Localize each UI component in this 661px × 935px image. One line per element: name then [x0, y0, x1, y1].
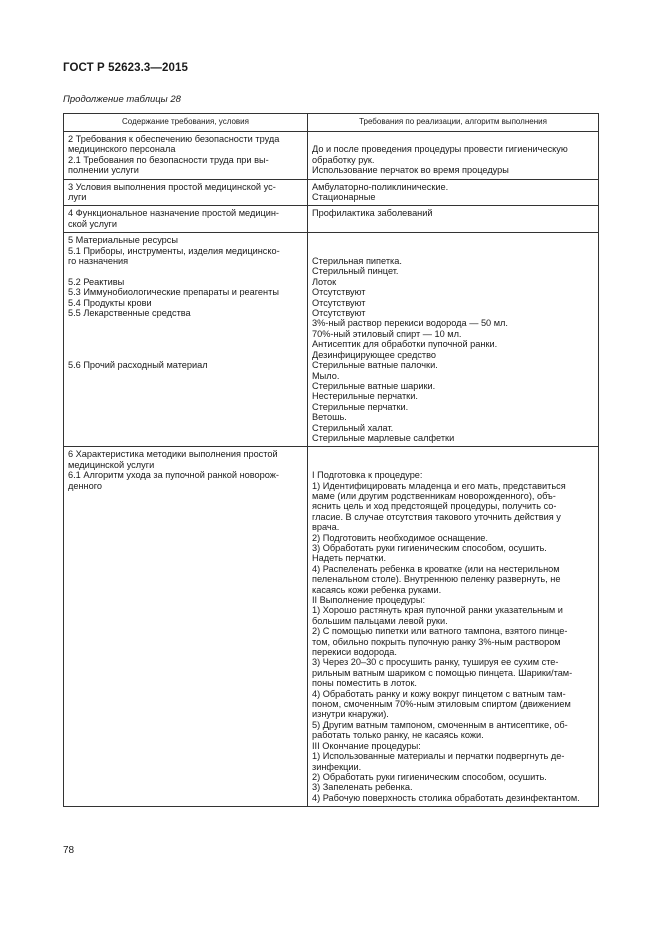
cell-line: Лоток — [312, 276, 337, 287]
cell-line: I Подготовка к процедуре: — [312, 470, 423, 481]
cell-line: 3 Условия выполнения простой медицинской ус- — [68, 181, 276, 192]
implementation-cell — [308, 179, 599, 206]
table-row — [64, 233, 599, 447]
cell-line: Отсутствуют — [312, 297, 366, 308]
cell-line: перекиси водорода. — [312, 647, 397, 658]
implementation-cell — [308, 132, 599, 180]
cell-line — [68, 266, 303, 276]
cell-line: 2 Требования к обеспечению безопасности труда — [68, 134, 280, 144]
cell-line: Надеть перчатки. — [312, 553, 387, 564]
cell-line: Стерильный халат. — [312, 422, 394, 433]
cell-line: Ветошь. — [312, 412, 347, 423]
cell-line: 4) Распеленать ребенка в кроватке (или на нестерильном — [312, 563, 560, 574]
cell-line: Использование перчаток во время процедуры — [312, 165, 509, 176]
cell-line: До и после проведения процедуры провести гигиеническую — [312, 144, 568, 155]
cell-line: 5) Другим ватным тампоном, смоченным в антисептике, об- — [312, 719, 568, 730]
table-header-row — [64, 114, 599, 132]
cell-line: Стерильные перчатки. — [312, 401, 409, 412]
cell-line: маме (или другим родственникам новорожденного), объ- — [312, 490, 556, 501]
requirement-cell — [64, 132, 308, 180]
cell-line: медицинской услуги — [68, 459, 155, 470]
cell-line: 6.1 Алгоритм ухода за пупочной ранкой новорож- — [68, 470, 279, 481]
cell-line: 5.2 Реактивы — [68, 276, 125, 287]
cell-line: 1) Хорошо растянуть края пупочной ранки указательным и — [312, 605, 563, 616]
cell-line: медицинского персонала — [68, 144, 176, 155]
cell-line: 1) Идентифицировать младенца и его мать, представиться — [312, 480, 566, 491]
table-row — [64, 179, 599, 206]
cell-line: Стерильные марлевые салфетки — [312, 432, 455, 443]
cell-line: 3%-ный раствор перекиси водорода — 50 мл. — [312, 318, 508, 329]
cell-line — [68, 318, 303, 328]
cell-line — [68, 350, 303, 360]
cell-line: поном, смоченным 70%-ным этиловым спиртом (движением — [312, 699, 571, 710]
cell-line: Стерильные ватные шарики. — [312, 380, 436, 391]
cell-line: большим пальцами левой руки. — [312, 615, 448, 626]
cell-line: II Выполнение процедуры: — [312, 595, 426, 605]
cell-line — [312, 449, 594, 459]
cell-line: 4 Функциональное назначение простой медицин- — [68, 208, 279, 219]
cell-line — [68, 329, 303, 339]
cell-line: 3) Обработать руки гигиеническим способом, осушить. — [312, 542, 547, 553]
table-row — [64, 132, 599, 180]
cell-line: 3) Запеленать ребенка. — [312, 782, 413, 793]
cell-line: 5.3 Иммунобиологические препараты и реагенты — [68, 287, 279, 298]
cell-line: изнутри кнаружи). — [312, 709, 389, 720]
cell-line: Дезинфицирующее средство — [312, 349, 437, 360]
cell-line: 1) Использованные материалы и перчатки подвергнуть де- — [312, 751, 565, 762]
cell-line: 5.1 Приборы, инструменты, изделия медицинско- — [68, 245, 280, 256]
cell-line: денного — [68, 480, 102, 491]
cell-line — [312, 246, 594, 256]
cell-line: врача. — [312, 522, 340, 533]
cell-line: яснить цель и ход предстоящей процедуры, получить со- — [312, 501, 557, 512]
cell-line: Стерильная пипетка. — [312, 256, 402, 267]
cell-line: ской услуги — [68, 218, 118, 229]
cell-line: рильным ватным шариком с помощью пинцета. Шарики/там- — [312, 667, 573, 678]
table-row — [64, 206, 599, 233]
cell-line — [312, 134, 594, 144]
cell-line: луги — [68, 192, 87, 203]
page-number: 78 — [63, 845, 75, 856]
table-row — [64, 447, 599, 807]
cell-line: 5.6 Прочий расходный материал — [68, 360, 208, 371]
cell-line: Стерильный пинцет. — [312, 266, 399, 277]
document-header: ГОСТ Р 52623.3—2015 — [63, 62, 188, 74]
cell-line: 4) Рабочую поверхность столика обработать дезинфектантом. — [312, 792, 580, 803]
cell-line: 2.1 Требования по безопасности труда при вы- — [68, 154, 269, 165]
cell-line: 5 Материальные ресурсы — [68, 235, 178, 246]
column-header-requirement: Содержание требования, условия — [64, 114, 308, 132]
requirement-cell — [64, 206, 308, 233]
cell-line: го назначения — [68, 256, 129, 267]
cell-line: Нестерильные перчатки. — [312, 391, 418, 402]
requirements-table — [63, 113, 599, 807]
cell-line: зинфекции. — [312, 761, 362, 772]
cell-line: 3) Через 20–30 с просушить ранку, тушируя ее сухим сте- — [312, 657, 559, 668]
cell-line: Стационарные — [312, 192, 376, 203]
requirement-cell — [64, 447, 308, 807]
cell-line: 2) С помощью пипетки или ватного тампона, взятого пинце- — [312, 626, 568, 637]
cell-line — [312, 235, 594, 245]
cell-line: гласие. В случае отсутствия такового уточнить действия у — [312, 511, 561, 522]
cell-line: 2) Обработать руки гигиеническим способом, осушить. — [312, 771, 547, 782]
column-header-implementation: Требования по реализации, алгоритм выполнения — [308, 114, 599, 132]
cell-line: обработку рук. — [312, 154, 375, 165]
implementation-cell — [308, 447, 599, 807]
table-caption: Продолжение таблицы 28 — [63, 94, 181, 105]
cell-line: Стерильные ватные палочки. — [312, 360, 438, 371]
cell-line: том, обильно покрыть пупочную ранку 3%-ным раствором — [312, 636, 561, 647]
cell-line: 6 Характеристика методики выполнения простой — [68, 449, 278, 460]
implementation-cell — [308, 233, 599, 447]
cell-line: поны поместить в лоток. — [312, 678, 417, 689]
requirement-cell — [64, 233, 308, 447]
cell-line: полнении услуги — [68, 165, 139, 176]
cell-line: Мыло. — [312, 370, 340, 381]
cell-line: Отсутствуют — [312, 287, 366, 298]
cell-line: Антисептик для обработки пупочной ранки. — [312, 339, 498, 350]
cell-line — [312, 460, 594, 470]
cell-line: работать только ранку, не касаясь кожи. — [312, 730, 484, 741]
cell-line: 70%-ный этиловый спирт — 10 мл. — [312, 328, 462, 339]
cell-line: III Окончание процедуры: — [312, 740, 421, 751]
requirement-cell — [64, 179, 308, 206]
cell-line: касаясь кожи ребенка руками. — [312, 584, 442, 595]
implementation-cell — [308, 206, 599, 233]
cell-line: Профилактика заболеваний — [312, 208, 433, 219]
cell-line: Отсутствуют — [312, 308, 366, 319]
cell-line: Амбулаторно-поликлинические. — [312, 181, 449, 192]
cell-line: пеленальном столе). Внутреннюю пеленку развернуть, не — [312, 574, 561, 585]
cell-line: 4) Обработать ранку и кожу вокруг пинцетом с ватным там- — [312, 688, 566, 699]
cell-line: 5.5 Лекарственные средства — [68, 308, 191, 319]
cell-line: 2) Подготовить необходимое оснащение. — [312, 532, 488, 543]
cell-line — [68, 339, 303, 349]
cell-line: 5.4 Продукты крови — [68, 297, 152, 308]
